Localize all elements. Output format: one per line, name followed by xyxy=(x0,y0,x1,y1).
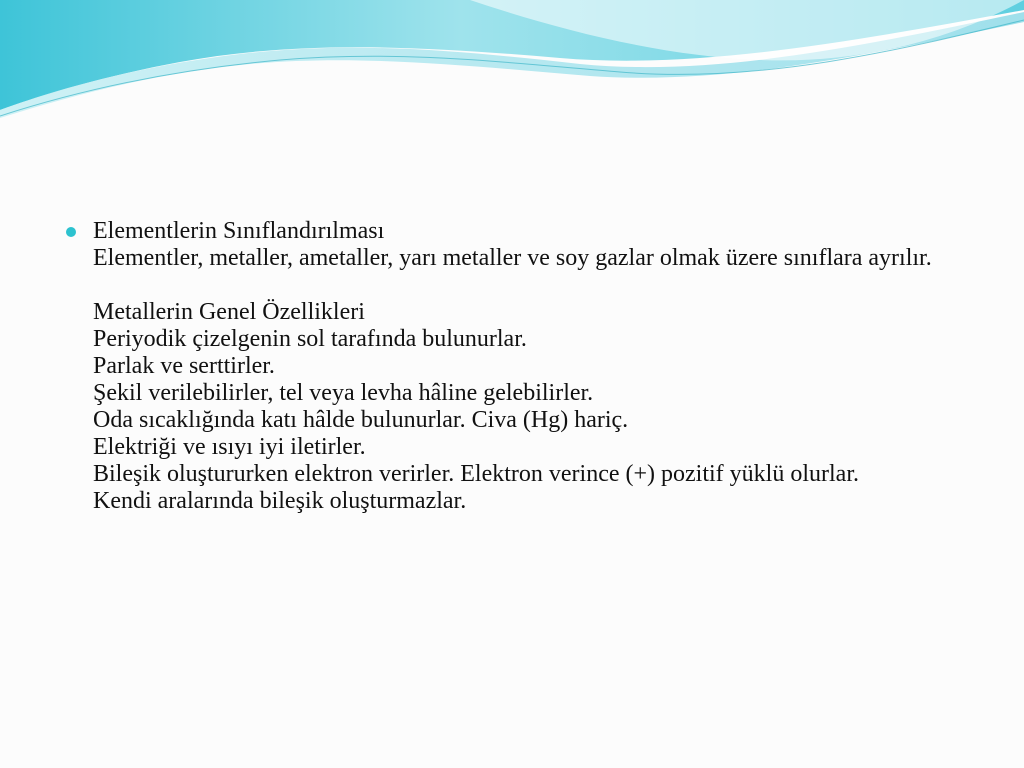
bullet-item xyxy=(64,218,964,515)
text-line: Parlak ve serttirler. xyxy=(93,353,275,379)
text-line: Oda sıcaklığında katı hâlde bulunurlar. Civa (Hg) hariç. xyxy=(93,407,629,433)
text-line: Elektriği ve ısıyı iyi iletirler. xyxy=(93,434,366,460)
section-title-metal-properties: Metallerin Genel Özellikleri xyxy=(93,299,365,325)
slide-content xyxy=(64,218,964,515)
text-line: Kendi aralarında bileşik oluşturmazlar. xyxy=(93,488,467,514)
text-line: Bileşik oluştururken elektron verirler. Elektron verince (+) pozitif yüklü olurlar. xyxy=(93,461,859,487)
bullet-dot-icon xyxy=(66,227,76,237)
section-title-classification: Elementlerin Sınıflandırılması xyxy=(93,218,385,244)
header-wave-decoration xyxy=(0,0,1024,130)
spacer xyxy=(93,272,964,299)
text-line: Elementler, metaller, ametaller, yarı metaller ve soy gazlar olmak üzere sınıflara ayrılır. xyxy=(93,245,932,271)
text-line: Periyodik çizelgenin sol tarafında bulunurlar. xyxy=(93,326,527,352)
text-line: Şekil verilebilirler, tel veya levha hâline gelebilirler. xyxy=(93,380,594,406)
